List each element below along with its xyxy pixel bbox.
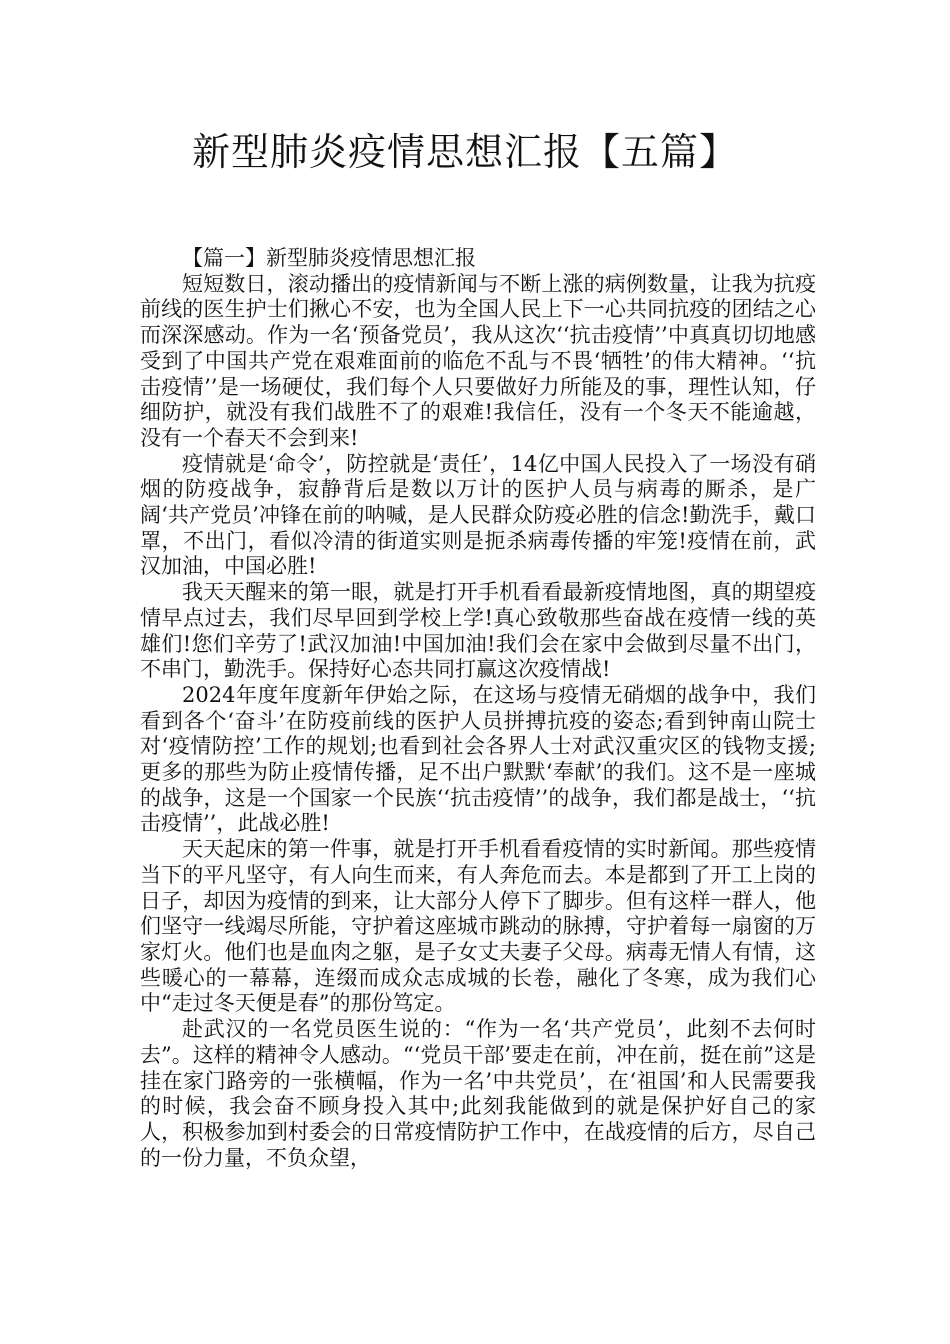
paragraph: 我天天醒来的第一眼，就是打开手机看看最新疫情地图，真的期望疫情早点过去，我们尽早回到学校上学!真心致敬那些奋战在疫情一线的英雄们!您们辛劳了!武汉加油!中国加油!我们会在家中会做到尽量不出门，不串门，勤洗手。保持好心态共同打赢这次疫情战! <box>140 580 816 682</box>
document-title: 新型肺炎疫情思想汇报【五篇】 <box>191 130 738 174</box>
document-body <box>140 246 816 1171</box>
paragraph: 疫情就是‘命令’，防控就是‘责任’，14亿中国人民投入了一场没有硝烟的防疫战争，寂静背后是数以万计的医护人员与病毒的厮杀，是广阔‘共产党员’冲锋在前的呐喊，是人民群众防疫必胜的信念!勤洗手，戴口罩，不出门，看似冷清的街道实则是扼杀病毒传播的牢笼!疫情在前，武汉加油，中国必胜! <box>140 451 816 579</box>
paragraph: 短短数日，滚动播出的疫情新闻与不断上涨的病例数量，让我为抗疫前线的医生护士们揪心不安，也为全国人民上下一心共同抗疫的团结之心而深深感动。作为一名‘预备党员’，我从这次‘‘抗击疫情’’中真真切切地感受到了中国共产党在艰难面前的临危不乱与不畏‘牺牲’的伟大精神。‘‘抗击疫情’’是一场硬仗，我们每个人只要做好力所能及的事，理性认知，仔细防护，就没有我们战胜不了的艰难!我信任，没有一个冬天不能逾越，没有一个春天不会到来! <box>140 271 816 450</box>
paragraph: 天天起床的第一件事，就是打开手机看看疫情的实时新闻。那些疫情当下的平凡坚守，有人向生而来，有人奔危而去。本是都到了开工上岗的日子，却因为疫情的到来，让大部分人停下了脚步。但有这样一群人，他们坚守一线竭尽所能，守护着这座城市跳动的脉搏，守护着每一扇窗的万家灯火。他们也是血肉之躯，是子女丈夫妻子父母。病毒无情人有情，这些暖心的一幕幕，连缀而成众志成城的长卷，融化了冬寒，成为我们心中“走过冬天便是春”的那份笃定。 <box>140 837 816 1016</box>
section-heading: 【篇一】新型肺炎疫情思想汇报 <box>182 246 476 270</box>
paragraph: 2024年度年度新年伊始之际，在这场与疫情无硝烟的战争中，我们看到各个‘奋斗’在防疫前线的医护人员拼搏抗疫的姿态;看到钟南山院士对‘疫情防控’工作的规划;也看到社会各界人士对武汉重灾区的钱物支援;更多的那些为防止疫情传播，足不出户默默‘奉献’的我们。这不是一座城的战争，这是一个国家一个民族‘‘抗击疫情’’的战争，我们都是战士，‘‘抗击疫情’’，此战必胜! <box>140 682 816 836</box>
paragraph: 赴武汉的一名党员医生说的：“作为一名‘共产党员’，此刻不去何时去”。这样的精神令人感动。“‘党员干部’要走在前，冲在前，挺在前”这是挂在家门路旁的一张横幅，作为一名’中共党员’，在‘祖国’和人民需要我的时候，我会奋不顾身投入其中;此刻我能做到的就是保护好自己的家人，积极参加到村委会的日常疫情防护工作中，在战疫情的后方，尽自己的一份力量，不负众望， <box>140 1017 816 1170</box>
